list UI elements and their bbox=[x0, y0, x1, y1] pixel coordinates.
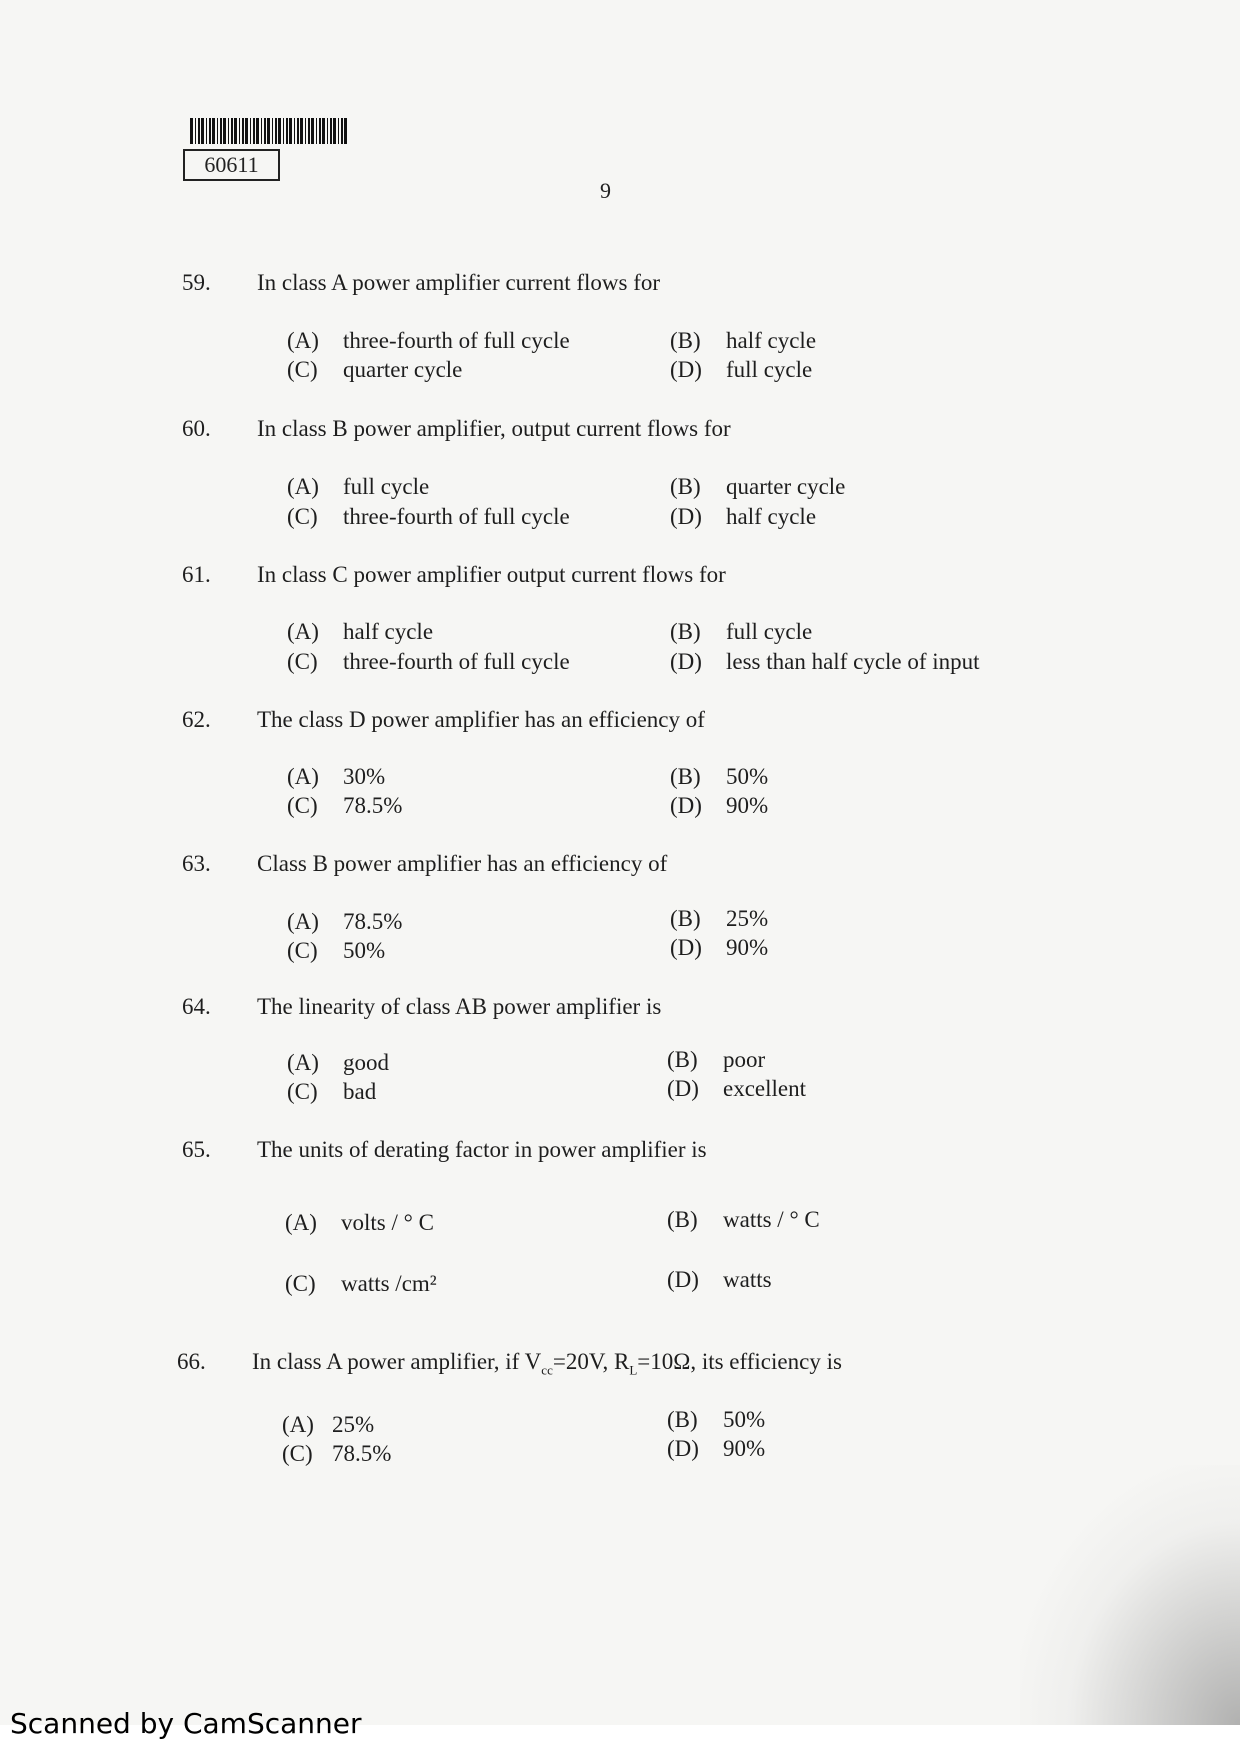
option-b: (B) poor bbox=[667, 1047, 766, 1072]
option-a: (A) half cycle bbox=[287, 619, 434, 644]
option-d: (D) half cycle bbox=[670, 504, 817, 529]
option-c: (C) quarter cycle bbox=[287, 357, 463, 382]
option-d: (D) 90% bbox=[670, 793, 769, 818]
option-a: (A) full cycle bbox=[287, 474, 430, 499]
option-b: (B) 50% bbox=[670, 764, 769, 789]
question-text: Class B power amplifier has an efficiency of bbox=[257, 851, 668, 876]
option-b: (B) 50% bbox=[667, 1407, 766, 1432]
page-number: 9 bbox=[600, 178, 611, 203]
question-text: In class A power amplifier current flows for bbox=[257, 270, 661, 295]
option-a: (A) volts / ° C bbox=[285, 1210, 434, 1235]
question-number: 65. bbox=[182, 1137, 211, 1162]
option-d: (D) 90% bbox=[667, 1436, 766, 1461]
option-b: (B) watts / ° C bbox=[667, 1207, 820, 1232]
question-number: 60. bbox=[182, 416, 211, 441]
question-text: The linearity of class AB power amplifier is bbox=[257, 994, 662, 1019]
question-text: In class C power amplifier output current flows for bbox=[257, 562, 726, 587]
option-b: (B) full cycle bbox=[670, 619, 813, 644]
option-d: (D) less than half cycle of input bbox=[670, 649, 980, 674]
option-c: (C) 78.5% bbox=[287, 793, 403, 818]
barcode bbox=[190, 118, 348, 144]
scan-shadow bbox=[1020, 1465, 1240, 1725]
option-a: (A) three-fourth of full cycle bbox=[287, 328, 570, 353]
option-c: (C) three-fourth of full cycle bbox=[287, 504, 570, 529]
option-d: (D) full cycle bbox=[670, 357, 813, 382]
option-c: (C) 78.5% bbox=[282, 1441, 392, 1466]
scanner-watermark: Scanned by CamScanner bbox=[10, 1707, 362, 1740]
question-number: 59. bbox=[182, 270, 211, 295]
question-number: 63. bbox=[182, 851, 211, 876]
option-c: (C) watts /cm² bbox=[285, 1271, 437, 1296]
option-a: (A) good bbox=[287, 1050, 389, 1075]
option-c: (C) 50% bbox=[287, 938, 386, 963]
option-d: (D) excellent bbox=[667, 1076, 807, 1101]
option-b: (B) 25% bbox=[670, 906, 769, 931]
option-a: (A) 25% bbox=[282, 1412, 375, 1437]
question-number: 64. bbox=[182, 994, 211, 1019]
option-d: (D) 90% bbox=[670, 935, 769, 960]
option-b: (B) half cycle bbox=[670, 328, 817, 353]
question-number: 62. bbox=[182, 707, 211, 732]
paper-code: 60611 bbox=[183, 149, 280, 181]
option-c: (C) three-fourth of full cycle bbox=[287, 649, 570, 674]
question-number: 66. bbox=[177, 1349, 206, 1374]
question-text: The class D power amplifier has an efficiency of bbox=[257, 707, 705, 732]
option-b: (B) quarter cycle bbox=[670, 474, 846, 499]
option-a: (A) 78.5% bbox=[287, 909, 403, 934]
question-text: In class B power amplifier, output current flows for bbox=[257, 416, 731, 441]
question-number: 61. bbox=[182, 562, 211, 587]
question-text: In class A power amplifier, if $V_{cc}=20V$, $R_L=10\Omega$, its efficiency is bbox=[252, 1349, 842, 1378]
option-d: (D) watts bbox=[667, 1267, 772, 1292]
option-a: (A) 30% bbox=[287, 764, 386, 789]
question-text: The units of derating factor in power amplifier is bbox=[257, 1137, 707, 1162]
option-c: (C) bad bbox=[287, 1079, 377, 1104]
